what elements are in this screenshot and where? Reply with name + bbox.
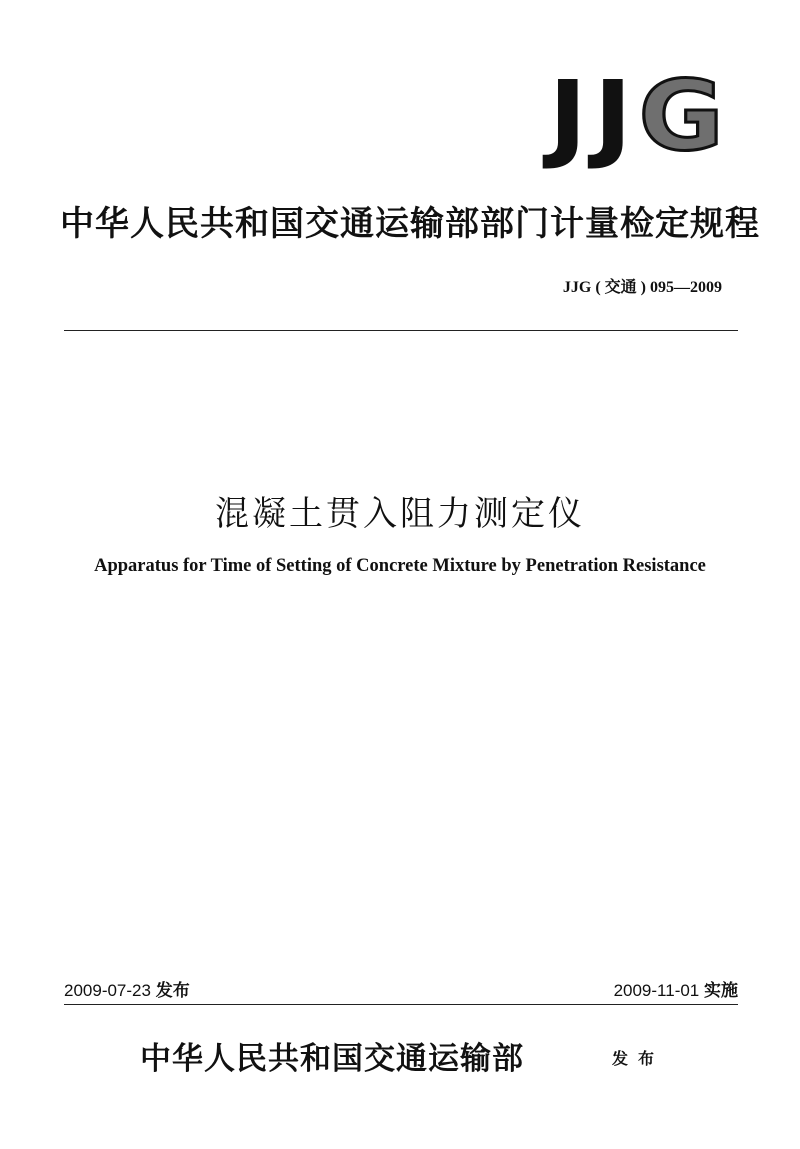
publisher-action-label: 发布 xyxy=(612,1049,665,1068)
document-title-english: Apparatus for Time of Setting of Concrete Mixture by Penetration Resistance xyxy=(94,556,706,576)
implementation-date-block xyxy=(614,976,738,1001)
issue-label: 发布 xyxy=(155,981,190,1000)
bottom-divider xyxy=(64,1004,738,1005)
document-title-chinese: 混凝土贯入阻力测定仪 xyxy=(215,494,585,534)
logo-text-jj: JJ xyxy=(548,60,639,172)
top-divider xyxy=(64,330,738,331)
implementation-label: 实施 xyxy=(704,981,738,1000)
logo-text-g: G xyxy=(638,60,730,172)
issuing-authority-title: 中华人民共和国交通运输部部门计量检定规程 xyxy=(60,204,760,244)
jjg-logo xyxy=(548,60,730,172)
issue-date-block xyxy=(64,976,190,1001)
implementation-date: 2009-11-01 xyxy=(613,981,700,1000)
issue-date: 2009-07-23 xyxy=(64,981,151,1000)
publisher-name: 中华人民共和国交通运输部 xyxy=(140,1041,524,1077)
standard-code: JJG ( 交通 ) 095—2009 xyxy=(562,279,722,296)
